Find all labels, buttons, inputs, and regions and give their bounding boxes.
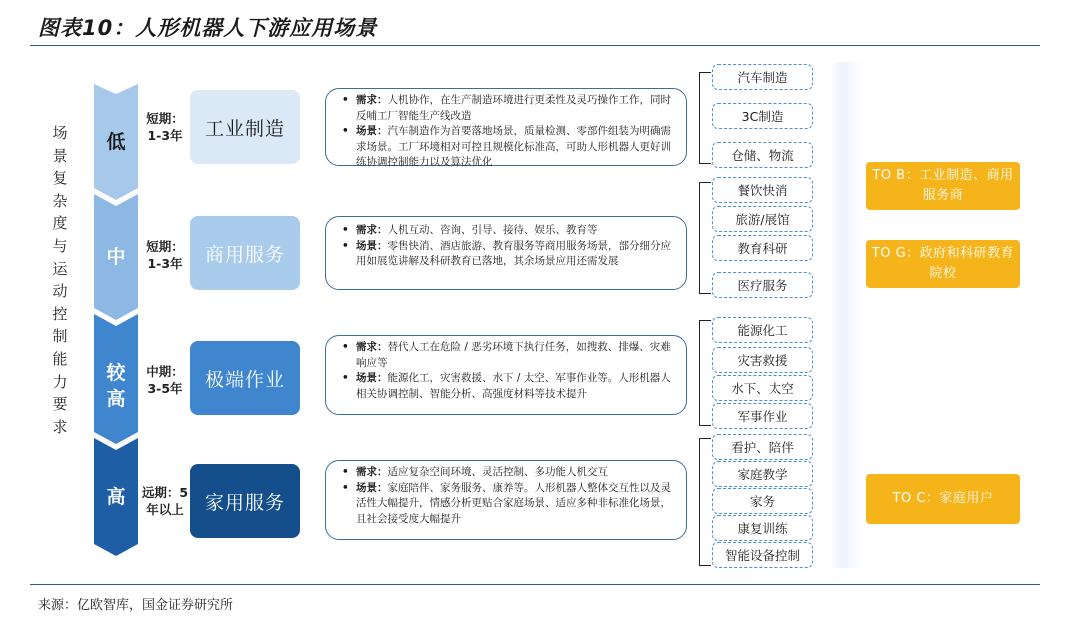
target-to-g: TO G：政府和科研教育院校 xyxy=(866,240,1020,288)
scenario-item: 旅游/展馆 xyxy=(712,206,813,232)
level-label: 中 xyxy=(106,246,126,268)
scenario-item: 水下、太空 xyxy=(712,375,813,401)
description-box xyxy=(325,460,687,540)
group-bracket xyxy=(699,320,711,426)
group-bracket xyxy=(699,72,711,164)
scenario-item: 汽车制造 xyxy=(712,64,813,90)
category-household: 家用服务 xyxy=(190,464,300,538)
group-bracket xyxy=(699,182,711,294)
term-label: 远期：5 年以上 xyxy=(141,485,189,517)
category-commercial: 商用服务 xyxy=(190,216,300,290)
scene-bullet: • 场景：家庭陪伴、家务服务、康养等。人形机器人整体交互性以及灵活性大幅提升，情感分析更贴合家庭场景、适应多种非标准化场景，且社会接受度大幅提升 xyxy=(340,481,676,528)
scenario-item: 灾害救援 xyxy=(712,347,813,373)
scenario-item: 能源化工 xyxy=(712,317,813,343)
scene-bullet: • 场景：能源化工，灾害救援、水下 / 太空、军事作业等。人形机器人相关协调控制、智能分析、高强度材料等技术提升 xyxy=(340,371,676,402)
scenario-item: 家庭教学 xyxy=(712,461,813,487)
chevron-low xyxy=(94,84,138,200)
description-box xyxy=(325,335,687,415)
chevron-high xyxy=(94,438,138,556)
target-to-b: TO B：工业制造、商用服务商 xyxy=(866,162,1020,210)
level-label: 高 xyxy=(106,486,126,508)
scenario-item: 餐饮快消 xyxy=(712,177,813,203)
source-rule xyxy=(30,584,1040,585)
scenario-item: 教育科研 xyxy=(712,235,813,261)
group-bracket xyxy=(699,438,711,566)
side-label: 场景复杂度与运动控制能力要求 xyxy=(52,124,68,436)
category-industrial: 工业制造 xyxy=(190,90,300,164)
term-label: 中期： 3-5年 xyxy=(146,364,184,396)
demand-bullet: • 需求：适应复杂空间环境、灵活控制、多功能人机交互 xyxy=(340,465,676,481)
source-note: 来源：亿欧智库，国金证券研究所 xyxy=(38,598,234,613)
scenario-item: 智能设备控制 xyxy=(712,542,813,568)
title-rule xyxy=(30,45,1040,46)
scene-bullet: • 场景：零售快消、酒店旅游、教育服务等商用服务场景，部分细分应用如展览讲解及科研教育已落地，其余场景应用还需发展 xyxy=(340,239,676,270)
chevron-mid xyxy=(94,194,138,320)
scenario-item: 康复训练 xyxy=(712,515,813,541)
scenario-item: 看护、陪伴 xyxy=(712,434,813,460)
level-label: 较高 xyxy=(106,362,126,410)
demand-bullet: • 需求：人机互动、咨询、引导、接待、娱乐、教育等 xyxy=(340,223,676,239)
scenario-item: 3C制造 xyxy=(712,103,813,129)
scenario-item: 军事作业 xyxy=(712,403,813,429)
term-label: 短期： 1-3年 xyxy=(146,239,184,271)
description-box xyxy=(325,88,687,166)
demand-bullet: • 需求：人机协作，在生产制造环境进行更柔性及灵巧操作工作，同时反哺工厂智能生产线改造 xyxy=(340,93,676,124)
scene-bullet: • 场景：汽车制造作为首要落地场景，质量检测、零部件组装为明确需求场景。工厂环境相对可控且规模化标准高，可助人形机器人更好训练协调控制能力以及算法优化 xyxy=(340,124,676,171)
target-to-c: TO C：家庭用户 xyxy=(866,474,1020,524)
description-box xyxy=(325,216,687,290)
scenario-item: 医疗服务 xyxy=(712,272,813,298)
category-extreme: 极端作业 xyxy=(190,341,300,415)
flow-band xyxy=(830,62,863,568)
scenario-item: 仓储、物流 xyxy=(712,142,813,168)
term-label: 短期： 1-3年 xyxy=(146,111,184,143)
figure-title: 图表10：人形机器人下游应用场景 xyxy=(38,16,378,40)
chevron-higher xyxy=(94,314,138,444)
demand-bullet: • 需求：替代人工在危险 / 恶劣环境下执行任务，如搜救、排爆、灾难响应等 xyxy=(340,340,676,371)
level-label: 低 xyxy=(106,131,126,153)
scenario-item: 家务 xyxy=(712,488,813,514)
